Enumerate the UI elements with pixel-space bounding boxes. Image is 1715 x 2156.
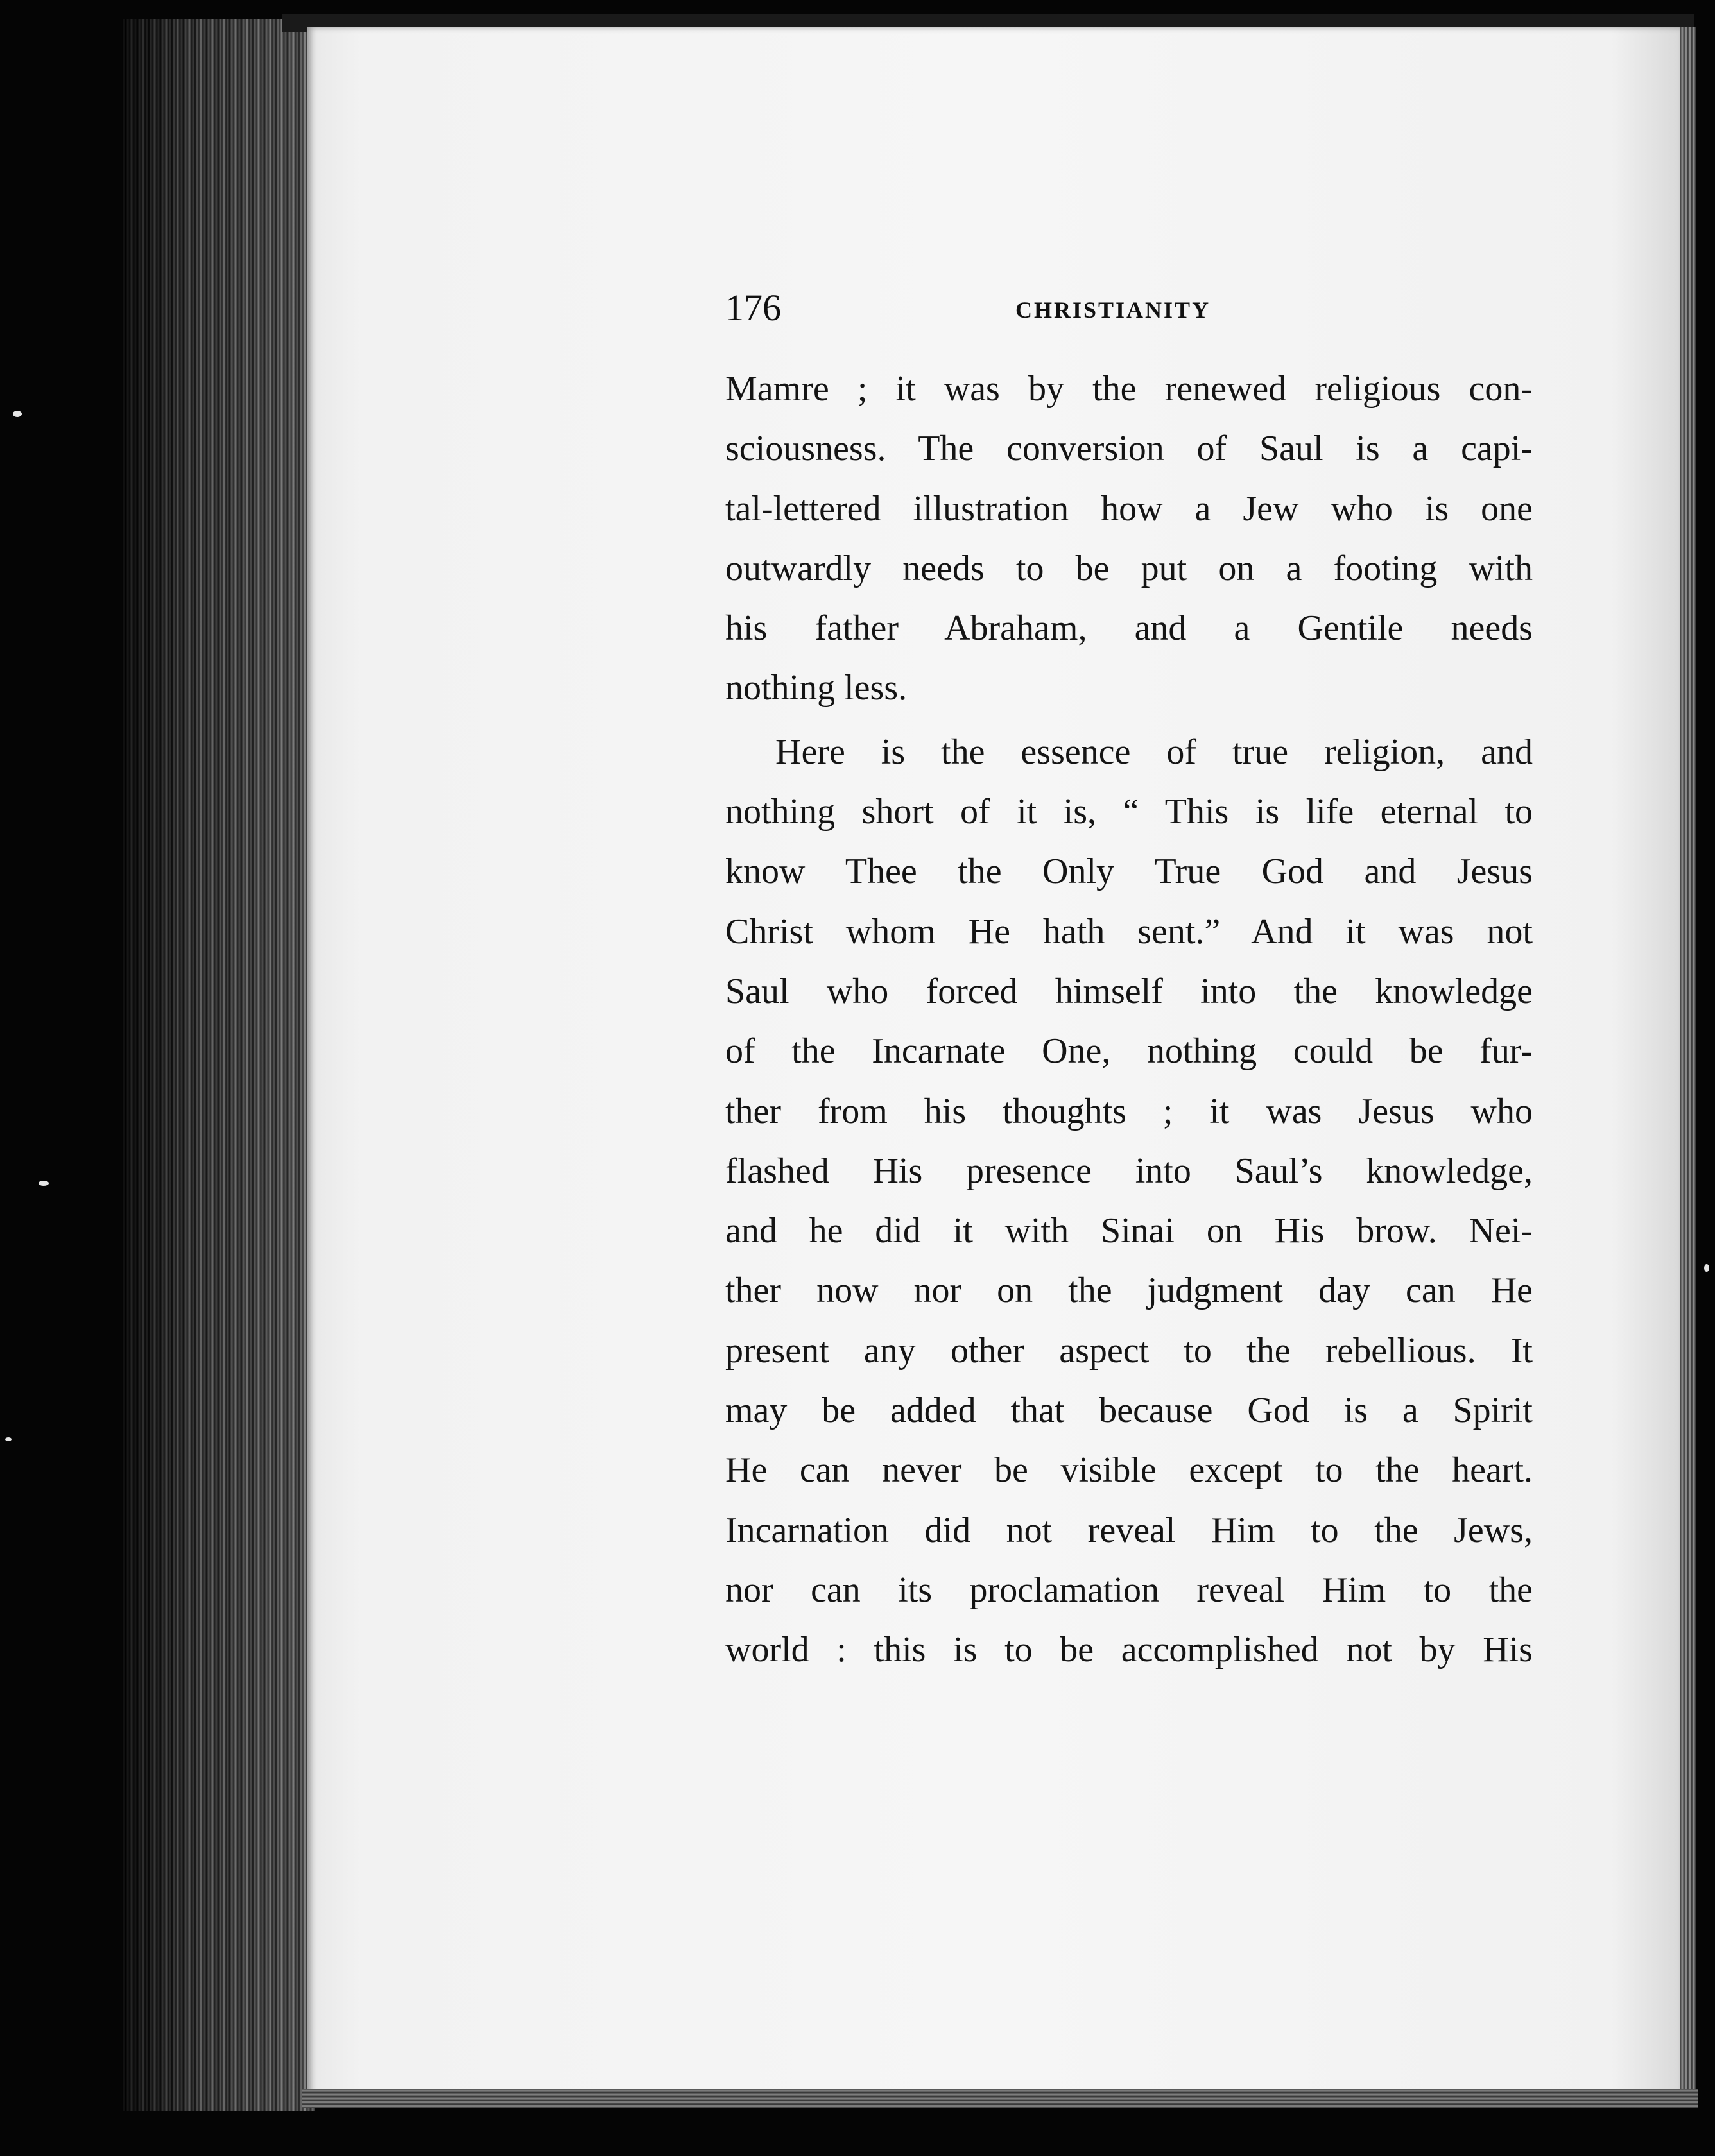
text-line: tal-lettered illustration how a Jew who is one — [725, 488, 1533, 529]
book-page-edges — [122, 19, 315, 2111]
paragraph-2 — [725, 723, 1533, 1681]
text-line: ther from his thoughts ; it was Jesus who — [725, 1091, 1533, 1131]
text-line: know Thee the Only True God and Jesus — [725, 851, 1533, 892]
scan-speck — [5, 1437, 12, 1441]
scan-speck — [1704, 1264, 1709, 1272]
text-line: and he did it with Sinai on His brow. Nei- — [725, 1211, 1533, 1251]
text-line: nor can its proclamation reveal Him to the — [725, 1570, 1533, 1610]
text-line: his father Abraham, and a Gentile needs — [725, 608, 1533, 649]
scan-speck — [13, 411, 22, 417]
book-right-edge — [1680, 27, 1696, 2096]
book-bottom-edge — [302, 2089, 1698, 2108]
text-line: outwardly needs to be put on a footing with — [725, 548, 1533, 588]
running-title: CHRISTIANITY — [1015, 297, 1211, 323]
text-line: ther now nor on the judgment day can He — [725, 1270, 1533, 1311]
text-line: of the Incarnate One, nothing could be fur- — [725, 1031, 1533, 1072]
text-line: nothing short of it is, “ This is life eternal to — [725, 792, 1533, 832]
text-line: Saul who forced himself into the knowledge — [725, 971, 1533, 1011]
text-line: flashed His presence into Saul’s knowledge, — [725, 1151, 1533, 1191]
text-line: may be added that because God is a Spirit — [725, 1390, 1533, 1431]
text-line: sciousness. The conversion of Saul is a capi- — [725, 429, 1533, 469]
text-line: world : this is to be accomplished not by His — [725, 1630, 1533, 1670]
body-text — [725, 359, 1533, 1681]
paragraph-1 — [725, 359, 1533, 719]
text-line: Here is the essence of true religion, and — [775, 732, 1533, 772]
text-line: He can never be visible except to the heart. — [725, 1450, 1533, 1491]
text-line: Christ whom He hath sent.” And it was not — [725, 911, 1533, 952]
text-line: Mamre ; it was by the renewed religious con- — [725, 369, 1533, 409]
text-line: Incarnation did not reveal Him to the Jews, — [725, 1510, 1533, 1550]
text-line: nothing less. — [725, 668, 908, 708]
page-number: 176 — [725, 287, 781, 329]
text-line: present any other aspect to the rebellious. It — [725, 1330, 1533, 1371]
running-head — [725, 282, 1531, 334]
scan-speck — [39, 1181, 49, 1186]
